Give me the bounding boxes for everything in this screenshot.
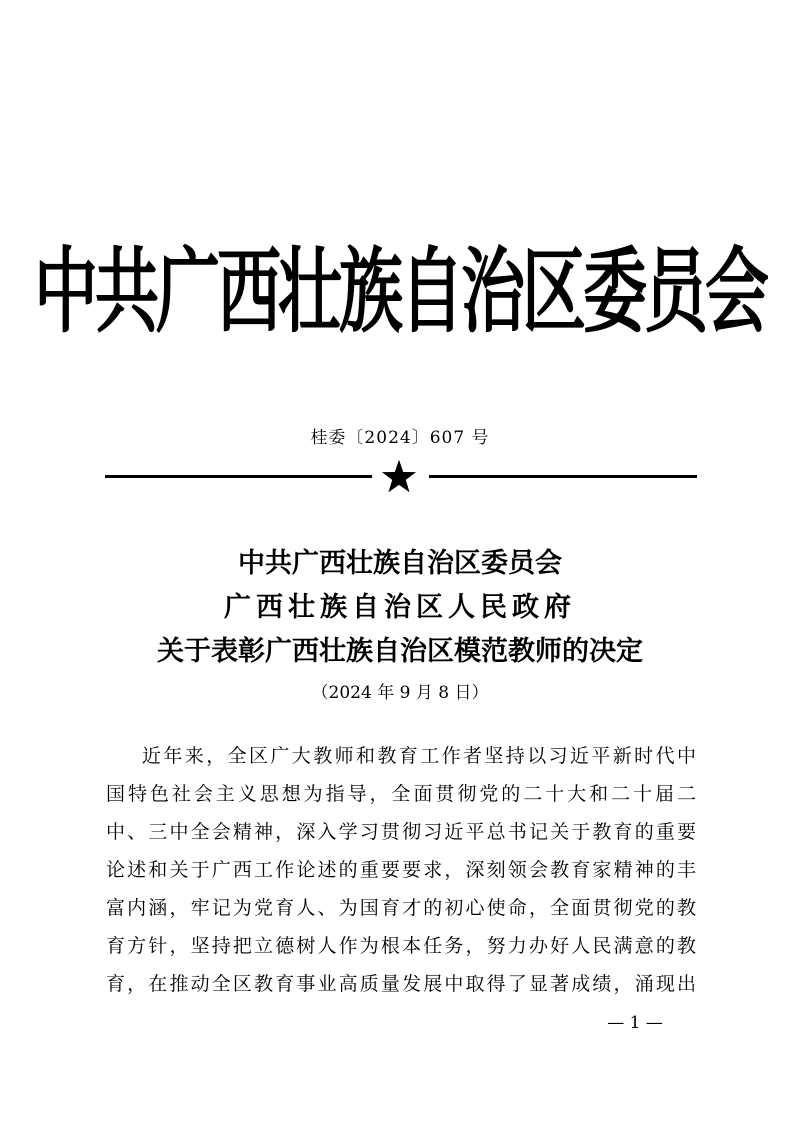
body-line: 育方针，坚持把立德树人作为根本任务，努力办好人民满意的教 [106, 935, 696, 957]
document-number: 桂委〔2024〕607 号 [310, 428, 490, 448]
body-line: 论述和关于广西工作论述的重要要求，深刻领会教育家精神的丰 [106, 859, 696, 881]
issuer-name: 中共广西壮族自治区委员会 [34, 239, 766, 347]
body-line: 近年来，全区广大教师和教育工作者坚持以习近平新时代中 [142, 745, 696, 767]
body-line: 国特色社会主义思想为指导，全面贯彻党的二十大和二十届二 [106, 783, 696, 805]
body-line: 育，在推动全区教育事业高质量发展中取得了显著成绩，涌现出 [106, 973, 696, 995]
separator-line-left [105, 475, 372, 478]
document-title-line-3: 关于表彰广西壮族自治区模范教师的决定 [157, 636, 643, 667]
masthead [0, 238, 800, 348]
document-date: （2024 年 9 月 8 日） [311, 683, 489, 703]
document-title-line-2: 广西壮族自治区人民政府 [224, 592, 576, 623]
body-line: 中、三中全会精神，深入学习贯彻习近平总书记关于教育的重要 [106, 821, 696, 843]
page-number: — 1 — [607, 1013, 663, 1033]
header-separator [105, 458, 697, 494]
document-title-line-1: 中共广西壮族自治区委员会 [238, 548, 562, 579]
star-icon [381, 459, 417, 493]
separator-line-right [429, 475, 697, 478]
body-line: 富内涵，牢记为党育人、为国育才的初心使命，全面贯彻党的教 [106, 897, 696, 919]
